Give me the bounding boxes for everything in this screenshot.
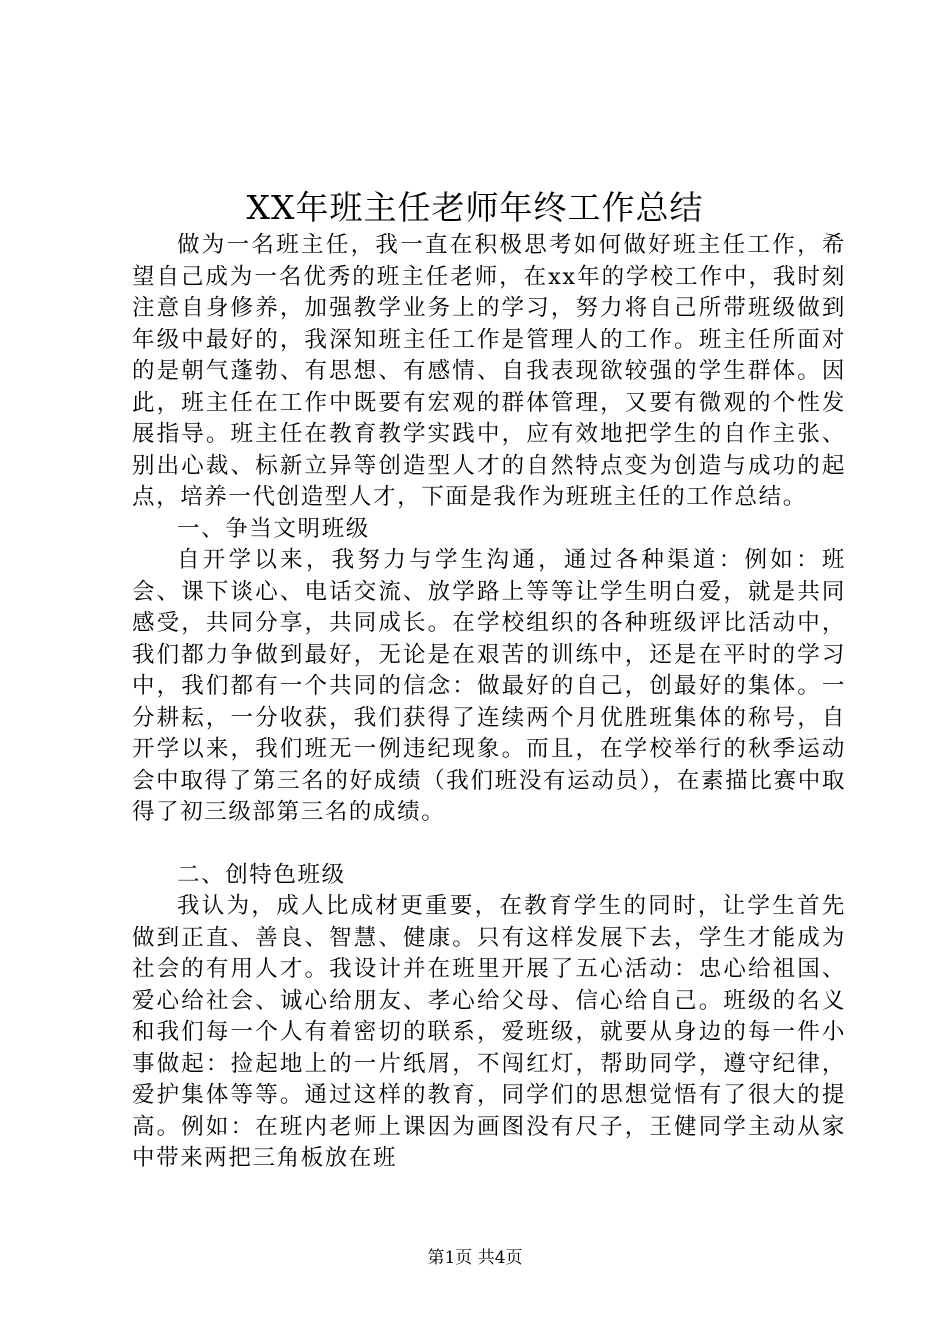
section-2-paragraph: 我认为，成人比成材更重要，在教育学生的同时，让学生首先做到正直、善良、智慧、健康。只有这样发展下去，学生才能成为社会的有用人才。我设计并在班里开展了五心活动：忠心给祖国、爱心给社会、诚心给朋友、孝心给父母、信心给自己。班级的名义和我们每一个人有着密切的联系，爱班级，就要从身边的每一件小事做起：捡起地上的一片纸屑，不闯红灯，帮助同学，遵守纪律，爱护集体等等。通过这样的教育，同学们的思想觉悟有了很大的提高。例如：在班内老师上课因为画图没有尺子，王健同学主动从家中带来两把三角板放在班 bbox=[132, 893, 846, 1171]
paragraph-gap bbox=[132, 829, 846, 860]
section-1-heading: 一、争当文明班级 bbox=[177, 515, 370, 542]
intro-paragraph: 做为一名班主任，我一直在积极思考如何做好班主任工作，希望自己成为一名优秀的班主任老师，在xx年的学校工作中，我时刻注意自身修养，加强教学业务上的学习，努力将自己所带班级做到年级中最好的，我深知班主任工作是管理人的工作。班主任所面对的是朝气蓬勃、有思想、有感情、自我表现欲较强的学生群体。因此，班主任在工作中既要有宏观的群体管理，又要有微观的个性发展指导。班主任在教育教学实践中，应有效地把学生的自作主张、别出心裁、标新立异等创造型人才的自然特点变为创造与成功的起点，培养一代创造型人才，下面是我作为班班主任的工作总结。 bbox=[132, 232, 846, 510]
section-1-paragraph: 自开学以来，我努力与学生沟通，通过各种渠道：例如：班会、课下谈心、电话交流、放学路上等等让学生明白爱，就是共同感受，共同分享，共同成长。在学校组织的各种班级评比活动中，我们都力争做到最好，无论是在艰苦的训练中，还是在平时的学习中，我们都有一个共同的信念：做最好的自己，创最好的集体。一分耕耘，一分收获，我们获得了连续两个月优胜班集体的称号，自开学以来，我们班无一例违纪现象。而且，在学校举行的秋季运动会中取得了第三名的好成绩（我们班没有运动员），在素描比赛中取得了初三级部第三名的成绩。 bbox=[132, 547, 846, 825]
section-2-heading: 二、创特色班级 bbox=[177, 861, 346, 888]
document-body bbox=[132, 230, 846, 1175]
document-title: XX年班主任老师年终工作总结 bbox=[246, 188, 704, 227]
page-number-footer: 第1页 共4页 bbox=[427, 1248, 523, 1268]
